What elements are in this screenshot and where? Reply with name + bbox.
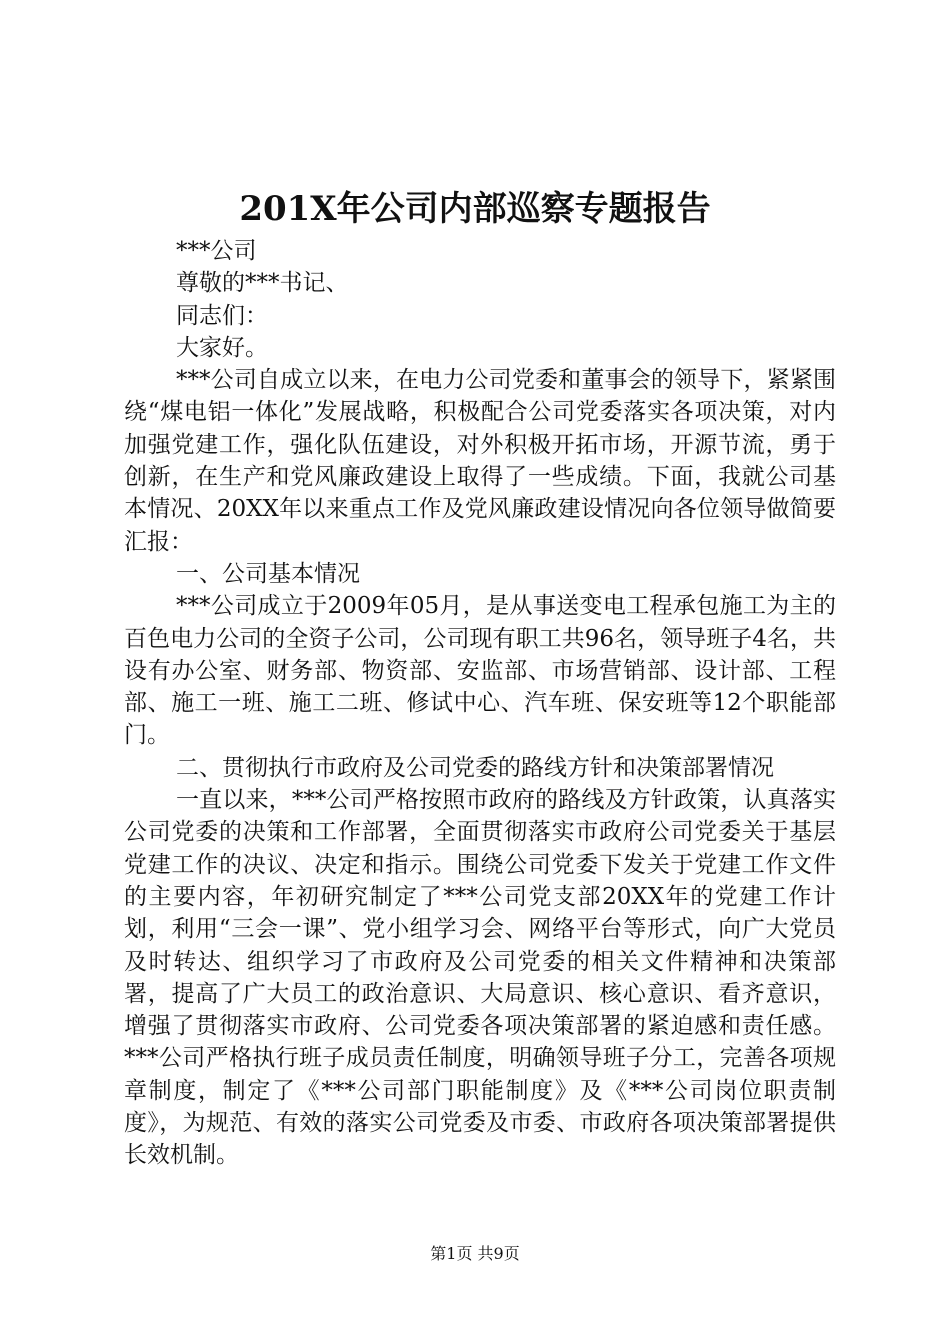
document-body — [124, 235, 836, 1172]
salutation-comrades: 同志们： — [176, 302, 268, 329]
page-footer: 第1页 共9页 — [430, 1244, 520, 1263]
paragraph-intro: ***公司自成立以来，在电力公司党委和董事会的领导下，紧紧围绕“煤电铝一体化”发展战略，积极配合公司党委落实各项决策，对内加强党建工作，强化队伍建设，对外积极开拓市场，开源节流，勇于创新，在生产和党风廉政建设上取得了一些成绩。下面，我就公司基本情况、20XX年以来重点工作及党风廉政建设情况向各位领导做简要汇报： — [124, 367, 836, 555]
salutation-secretary: 尊敬的***书记、 — [176, 270, 349, 297]
paragraph-section-2: 一直以来，***公司严格按照市政府的路线及方针政策，认真落实公司党委的决策和工作部署，全面贯彻落实市政府公司党委关于基层党建工作的决议、决定和指示。围绕公司党委下发关于党建工作文件的主要内容，年初研究制定了***公司党支部20XX年的党建工作计划，利用“三会一课”、党小组学习会、网络平台等形式，向广大党员及时转达、组织学习了市政府及公司党委的相关文件精神和决策部署，提高了广大员工的政治意识、大局意识、核心意识、看齐意识，增强了贯彻落实市政府、公司党委各项决策部署的紧迫感和责任感。***公司严格执行班子成员责任制度，明确领导班子分工，完善各项规章制度，制定了《***公司部门职能制度》及《***公司岗位职责制度》，为规范、有效的落实公司党委及市委、市政府各项决策部署提供长效机制。 — [124, 787, 836, 1169]
section-1-heading: 一、公司基本情况 — [176, 560, 360, 587]
document-title: 201X年公司内部巡察专题报告 — [239, 189, 711, 229]
section-2-heading: 二、贯彻执行市政府及公司党委的路线方针和决策部署情况 — [176, 754, 774, 781]
salutation-company: ***公司 — [176, 238, 257, 264]
salutation-greeting: 大家好。 — [176, 334, 268, 361]
paragraph-section-1: ***公司成立于2009年05月，是从事送变电工程承包施工为主的百色电力公司的全资子公司，公司现有职工共96名，领导班子4名，共设有办公室、财务部、物资部、安监部、市场营销部、设计部、工程部、施工一班、施工二班、修试中心、汽车班、保安班等12个职能部门。 — [124, 593, 836, 749]
